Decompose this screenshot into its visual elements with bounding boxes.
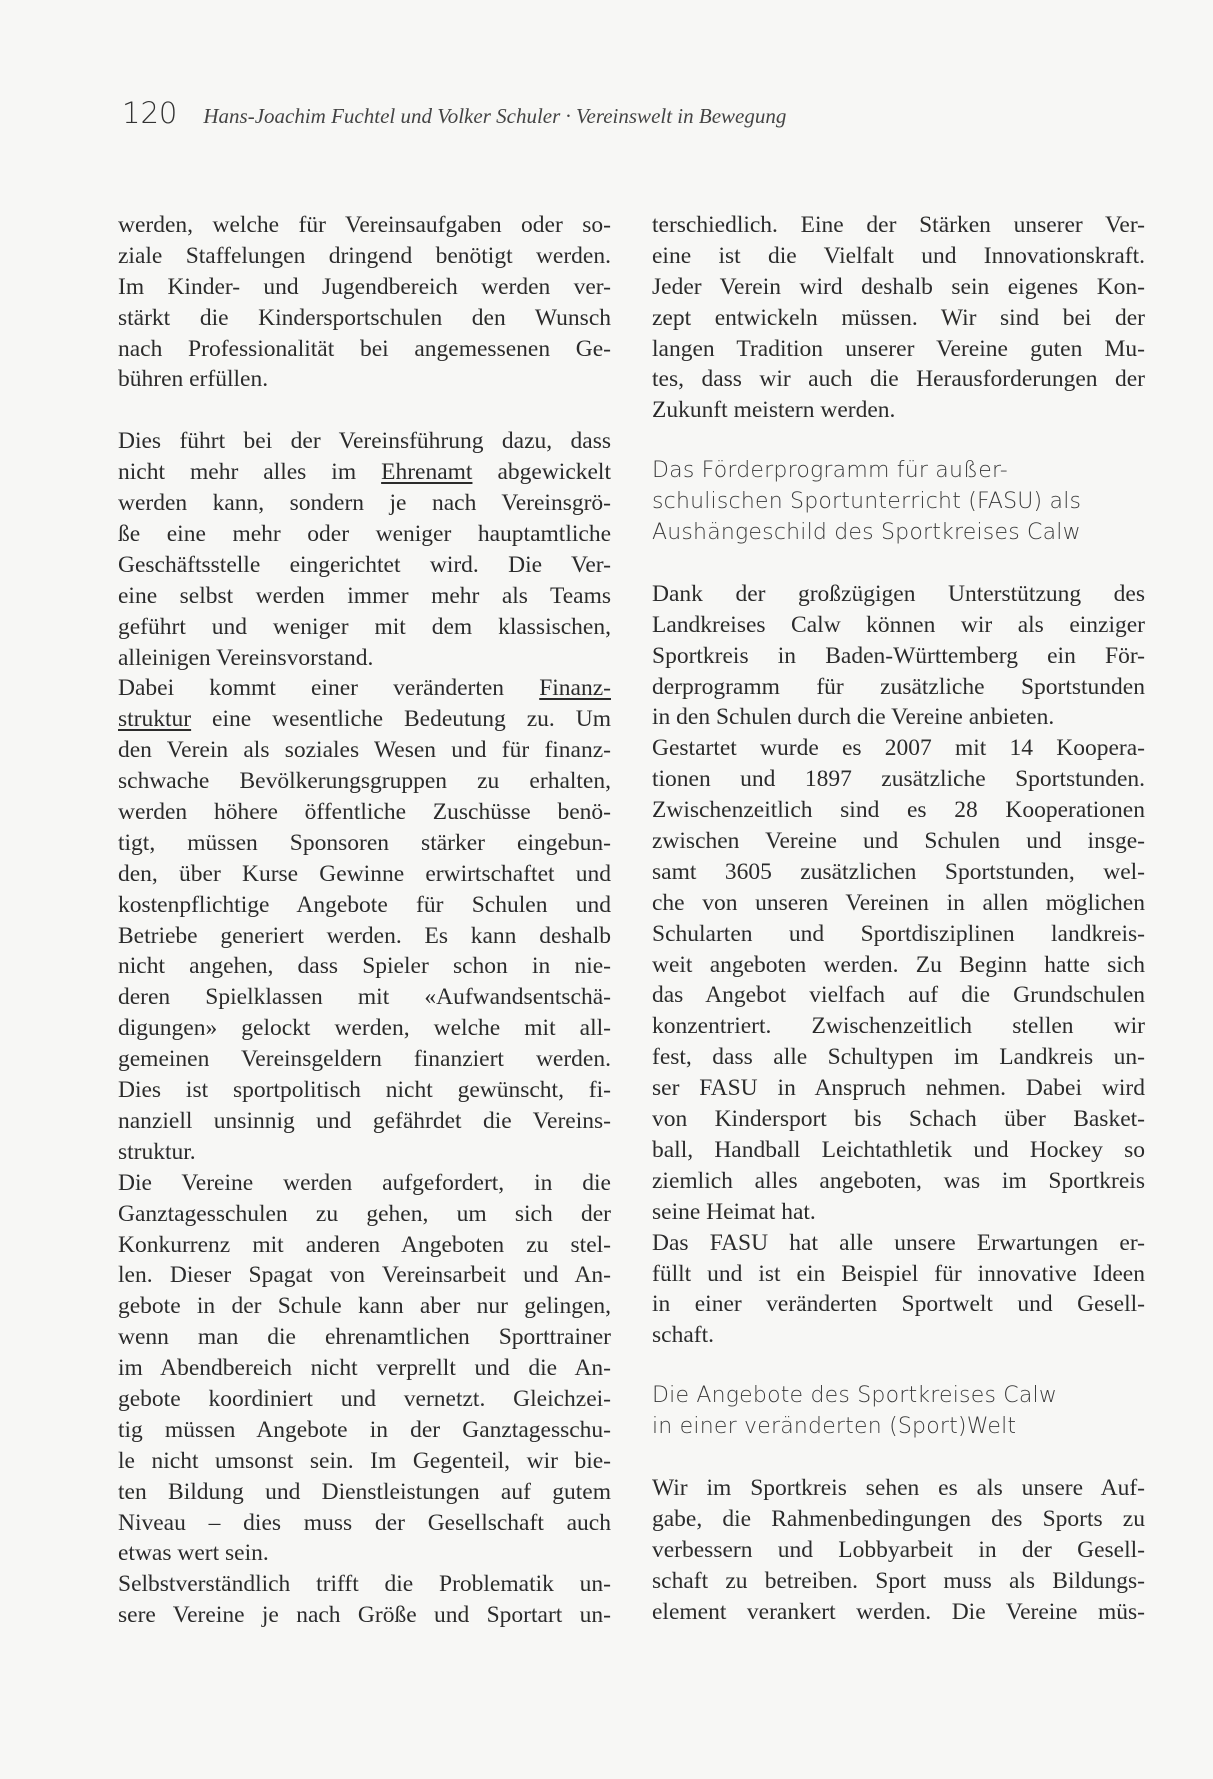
text-line: Zukunft meistern werden. [652, 397, 896, 424]
paragraph [652, 579, 1145, 733]
text-line: schaft. [652, 1322, 714, 1349]
text-line: von Kindersport bis Schach über Basket- [652, 1106, 1145, 1133]
text-line: terschiedlich. Eine der Stärken unserer Ver- [652, 212, 1145, 238]
text-line: Sportkreis in Baden-Württemberg ein För- [652, 642, 1145, 669]
text-line: eine ist die Vielfalt und Innovationskraft. [652, 242, 1145, 269]
heading-line: in einer veränderten (Sport)Welt [652, 1414, 1017, 1440]
text-line: werden, welche für Vereinsaufgaben oder so- [118, 212, 611, 238]
text-line: nach Professionalität bei angemessenen Ge- [118, 335, 611, 362]
paragraph [118, 210, 611, 395]
text-line: Das FASU hat alle unsere Erwartungen er- [652, 1229, 1145, 1256]
text-line: Wir im Sportkreis sehen es als unsere Auf- [652, 1474, 1145, 1501]
text-line: tigt, müssen Sponsoren stärker eingebun- [118, 829, 611, 856]
text-line: zept entwickeln müssen. Wir sind bei der [652, 304, 1145, 331]
text-line: ser FASU in Anspruch nehmen. Dabei wird [652, 1075, 1145, 1102]
text-line: weit angeboten werden. Zu Beginn hatte sich [652, 951, 1145, 978]
text-line: den, über Kurse Gewinne erwirtschaftet und [118, 860, 611, 887]
paragraph [118, 673, 611, 1167]
term-ehrenamt: Ehrenamt [381, 459, 473, 486]
text-line: kostenpflichtige Angebote für Schulen und [118, 891, 611, 918]
paragraph [118, 1569, 611, 1631]
text-line: Dies führt bei der Vereinsführung dazu, dass [118, 428, 611, 455]
paragraph [652, 210, 1145, 426]
text-line: Die Vereine werden aufgefordert, in die [118, 1169, 611, 1196]
text-line: tig müssen Angebote in der Ganztagesschu- [118, 1416, 611, 1443]
page-header [122, 96, 786, 130]
text-line: ten Bildung und Dienstleistungen auf gutem [118, 1478, 611, 1505]
text-line: werden kann, sondern je nach Vereinsgrö- [118, 490, 611, 517]
text-line: Landkreises Calw können wir als einziger [652, 611, 1145, 638]
text-line: Selbstverständlich trifft die Problematik un- [118, 1571, 611, 1598]
text-line: langen Tradition unserer Vereine guten Mu- [652, 335, 1145, 362]
text-line: Betriebe generiert werden. Es kann deshalb [118, 922, 611, 949]
text-line: gebote in der Schule kann aber nur gelingen, [118, 1293, 611, 1320]
heading-line: Aushängeschild des Sportkreises Calw [652, 520, 1081, 546]
text-line: werden höhere öffentliche Zuschüsse benö- [118, 799, 611, 826]
text-line: konzentriert. Zwischenzeitlich stellen wir [652, 1013, 1145, 1040]
text-line: Dank der großzügigen Unterstützung des [652, 580, 1145, 607]
text-line: tes, dass wir auch die Herausforderungen der [652, 366, 1145, 393]
heading-line: Das Förderprogramm für außer- [652, 458, 1008, 484]
text-line: stärkt die Kindersportschulen den Wunsch [118, 304, 611, 331]
right-column [652, 210, 1145, 1627]
text-line: nanziell unsinnig und gefährdet die Vereins- [118, 1107, 611, 1134]
text-line: struktur eine wesentliche Bedeutung zu. Um [118, 706, 611, 733]
section-heading-angebote [652, 1381, 1145, 1443]
text-line: gabe, die Rahmenbedingungen des Sports zu [652, 1505, 1145, 1532]
text-line: Gestartet wurde es 2007 mit 14 Koopera- [652, 735, 1145, 762]
text-line: schwache Bevölkerungsgruppen zu erhalten, [118, 768, 611, 795]
text-line: ße eine mehr oder weniger hauptamtliche [118, 521, 611, 548]
text-line: Dies ist sportpolitisch nicht gewünscht, fi- [118, 1077, 611, 1104]
text-line: gemeinen Vereinsgeldern finanziert werden. [118, 1046, 611, 1073]
text-line: fest, dass alle Schultypen im Landkreis un- [652, 1044, 1145, 1071]
paragraph [118, 1168, 611, 1570]
text-line: wenn man die ehrenamtlichen Sporttrainer [118, 1324, 611, 1351]
text-line: Niveau – dies muss der Gesellschaft auch [118, 1509, 611, 1536]
term-finanzstruktur-part2: struktur [118, 706, 192, 733]
text-line: Zwischenzeitlich sind es 28 Kooperationen [652, 797, 1145, 824]
text-line: Jeder Verein wird deshalb sein eigenes Kon- [652, 273, 1145, 300]
text-line: samt 3605 zusätzlichen Sportstunden, wel- [652, 858, 1145, 885]
text-line: gebote koordiniert und vernetzt. Gleichzei- [118, 1385, 611, 1412]
text-line: in den Schulen durch die Vereine anbieten. [652, 704, 1055, 731]
text-line: struktur. [118, 1138, 196, 1165]
text-line: ziale Staffelungen dringend benötigt werden. [118, 242, 611, 269]
left-column [118, 210, 611, 1631]
text-line: digungen» gelockt werden, welche mit all- [118, 1015, 611, 1042]
text-line: Im Kinder- und Jugendbereich werden ver- [118, 273, 611, 300]
text-line: ziemlich alles angeboten, was im Sportkreis [652, 1167, 1145, 1194]
text-line: Geschäftsstelle eingerichtet wird. Die Ver- [118, 551, 611, 578]
text-line: che von unseren Vereinen in allen möglichen [652, 889, 1145, 916]
text-line: Konkurrenz mit anderen Angeboten zu stel- [118, 1231, 611, 1258]
text-line: schaft zu betreiben. Sport muss als Bildungs- [652, 1567, 1145, 1594]
text-line: len. Dieser Spagat von Vereinsarbeit und An- [118, 1262, 611, 1289]
text-line: sere Vereine je nach Größe und Sportart un- [118, 1602, 611, 1629]
text-line: den Verein als soziales Wesen und für finanz- [118, 737, 611, 764]
paragraph [652, 1473, 1145, 1627]
text-line: verbessern und Lobbyarbeit in der Gesell- [652, 1536, 1145, 1563]
text-line: element verankert werden. Die Vereine müs- [652, 1598, 1145, 1625]
section-heading-fasu [652, 456, 1145, 549]
paragraph [118, 426, 611, 673]
text-line: nicht mehr alles im Ehrenamt abgewickelt [118, 459, 611, 486]
text-line: seine Heimat hat. [652, 1198, 816, 1225]
text-line: le nicht umsonst sein. Im Gegenteil, wir bie- [118, 1447, 611, 1474]
text-line: derprogramm für zusätzliche Sportstunden [652, 673, 1145, 700]
text-line: tionen und 1897 zusätzliche Sportstunden. [652, 766, 1145, 793]
text-line: Ganztagesschulen zu gehen, um sich der [118, 1200, 611, 1227]
page-number: 120 [122, 96, 178, 130]
text-line: im Abendbereich nicht verprellt und die An- [118, 1355, 611, 1382]
text-line: bühren erfüllen. [118, 366, 269, 393]
text-line: alleinigen Vereinsvorstand. [118, 644, 374, 671]
text-line: nicht angehen, dass Spieler schon in nie- [118, 953, 611, 980]
text-line: eine selbst werden immer mehr als Teams [118, 582, 611, 609]
text-line: das Angebot vielfach auf die Grundschulen [652, 982, 1145, 1009]
running-head: Hans-Joachim Fuchtel und Volker Schuler · Vereinswelt in Bewegung [203, 104, 787, 128]
text-line: in einer veränderten Sportwelt und Gesell- [652, 1291, 1145, 1318]
text-line: ball, Handball Leichtathletik und Hockey so [652, 1136, 1145, 1163]
text-line: etwas wert sein. [118, 1540, 269, 1567]
heading-line: schulischen Sportunterricht (FASU) als [652, 489, 1082, 515]
text-line: Schularten und Sportdisziplinen landkreis- [652, 920, 1145, 947]
text-line: zwischen Vereine und Schulen und insge- [652, 828, 1145, 855]
text-line: deren Spielklassen mit «Aufwandsentschä- [118, 984, 611, 1011]
term-finanzstruktur-part1: Finanz- [539, 675, 611, 702]
paragraph [652, 733, 1145, 1227]
text-line: füllt und ist ein Beispiel für innovative Ideen [652, 1260, 1145, 1287]
paragraph [652, 1228, 1145, 1352]
text-line: geführt und weniger mit dem klassischen, [118, 613, 611, 640]
text-line: Dabei kommt einer veränderten Finanz- [118, 675, 611, 702]
heading-line: Die Angebote des Sportkreises Calw [652, 1383, 1058, 1409]
